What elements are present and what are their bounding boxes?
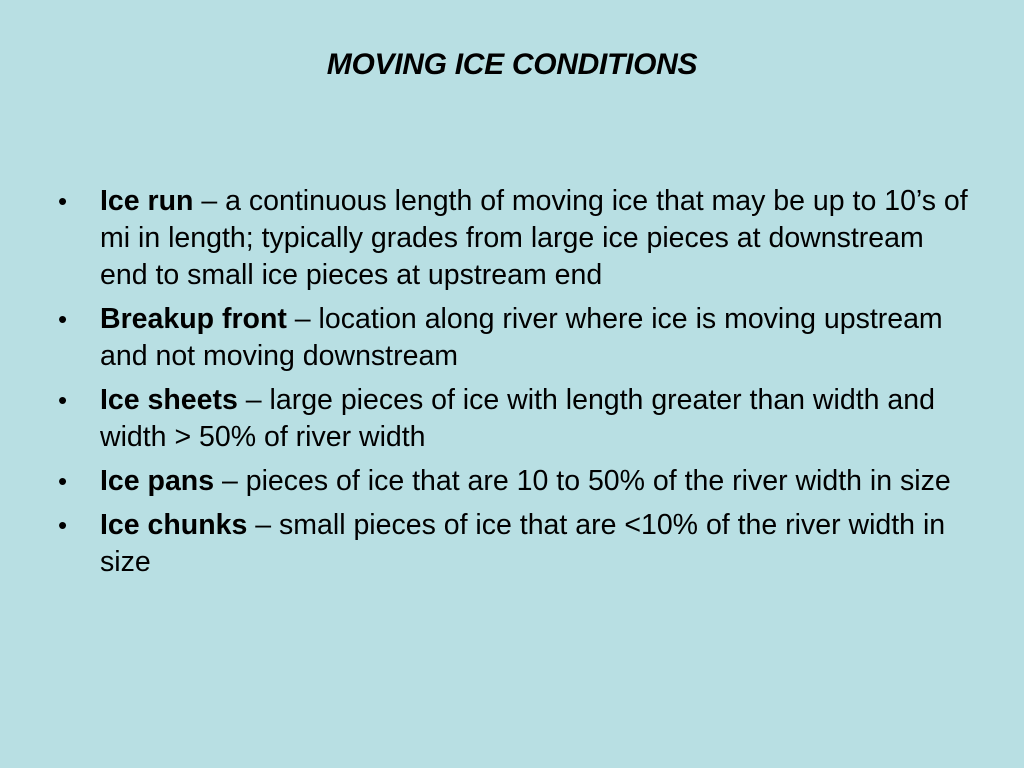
term-label: Breakup front [100, 303, 287, 335]
term-definition: – pieces of ice that are 10 to 50% of the river width in size [214, 465, 951, 497]
slide-title: MOVING ICE CONDITIONS [326, 48, 698, 81]
term-definition: – a continuous length of moving ice that may be up to 10’s of mi in length; typically grades from large ice pieces at downstream end to small ice pieces at upstream end [100, 185, 968, 291]
bullet-marker: • [58, 466, 68, 496]
bullet-item-ice-run [56, 183, 976, 294]
bullet-marker: • [58, 385, 68, 415]
term-label: Ice chunks [100, 509, 248, 541]
term-definition: – location along river where ice is moving upstream and not moving downstream [100, 303, 943, 372]
bullet-item-ice-sheets [56, 382, 976, 456]
bullet-marker: • [58, 186, 68, 216]
bullet-item-breakup-front [56, 301, 976, 375]
term-definition: – large pieces of ice with length greater than width and width > 50% of river width [100, 384, 935, 453]
term-label: Ice run [100, 185, 194, 217]
bullet-marker: • [58, 304, 68, 334]
bullet-marker: • [58, 510, 68, 540]
term-label: Ice sheets [100, 384, 238, 416]
bullet-item-ice-pans [56, 463, 976, 500]
term-definition: – small pieces of ice that are <10% of the river width in size [100, 509, 946, 578]
bullet-list [56, 183, 976, 588]
bullet-item-ice-chunks [56, 507, 976, 581]
term-label: Ice pans [100, 465, 215, 497]
